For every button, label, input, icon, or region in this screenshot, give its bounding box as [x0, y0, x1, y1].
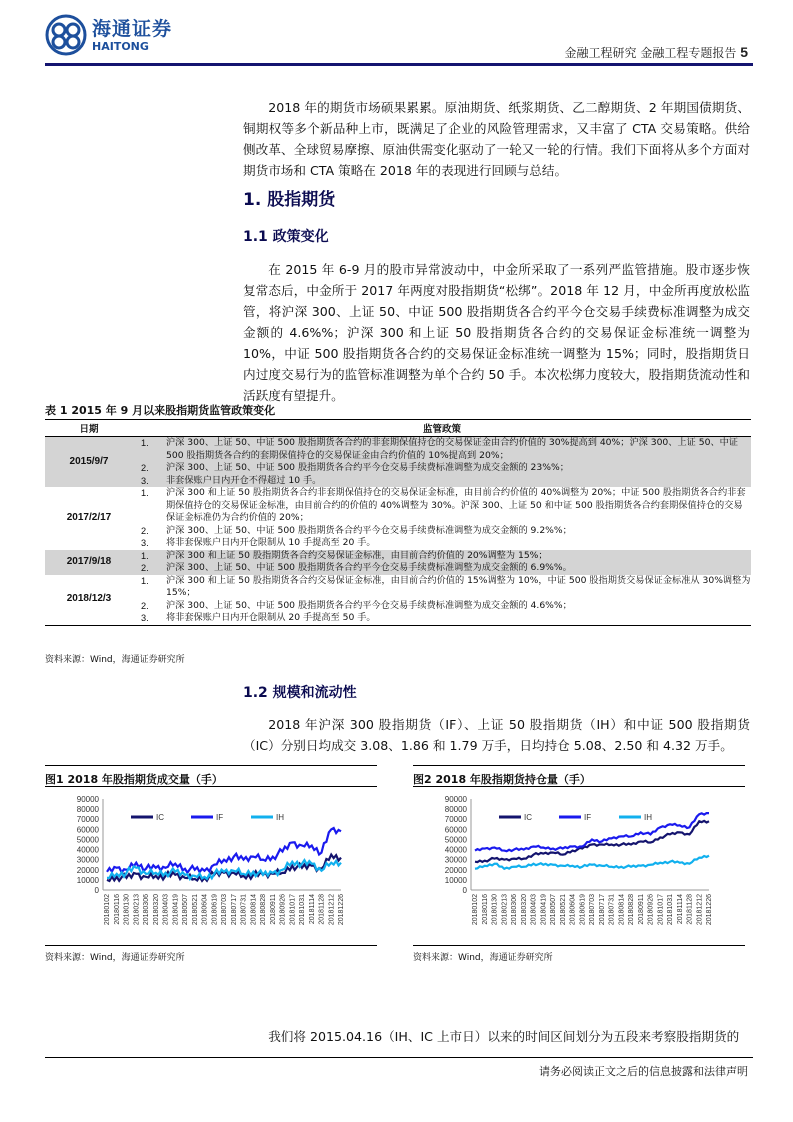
x-tick-label: 20180731 — [608, 894, 616, 926]
x-tick-label: 20180116 — [481, 894, 489, 925]
policy-item — [133, 462, 751, 475]
header-text: 金融工程研究 金融工程专题报告 — [564, 46, 737, 60]
item-number: 2. — [141, 463, 149, 473]
y-tick-label: 60000 — [444, 825, 467, 835]
figure-1-source: 资料来源：Wind，海通证券研究所 — [45, 945, 377, 963]
x-tick-label: 20181017 — [657, 894, 665, 926]
item-text: 非套保账户日内开仓不得超过 10 手。 — [166, 474, 322, 486]
x-tick-label: 20180604 — [569, 894, 577, 926]
x-tick-label: 20180911 — [269, 894, 277, 925]
item-text: 将非套保账户日内开仓限制从 10 手提高至 20 手。 — [166, 537, 376, 548]
x-tick-label: 20180130 — [491, 894, 499, 926]
x-tick-label: 20180703 — [589, 894, 596, 926]
table-title: 表 1 2015 年 9 月以来股指期货监管政策变化 — [45, 404, 276, 417]
figure-1 — [45, 765, 377, 963]
item-text: 沪深 300、上证 50、中证 500 股指期货各合约的非套期保值持仓的交易保证金由合约价值的 30%提高到 40%；沪深 300、上证 50、中证 500 股指期货各合约的套期保值持仓的交易保证金由合约价值的 10%提高到 20%； — [166, 437, 739, 461]
intro-paragraph: 2018 年的期货市场硕果累累。原油期货、纸浆期货、乙二醇期货、2 年期国债期货、铜期权等多个新品种上市，既满足了企业的风险管理需求，又丰富了 CTA 交易策略。供给侧改革、全球贸易摩擦、原油供需变化驱动了一轮又一轮的行情。我们下面将从多个方面对期货市场和 CTA 策略在 2018 年的表现进行回顾与总结。 — [243, 100, 750, 178]
item-text: 沪深 300、上证 50、中证 500 股指期货各合约平今仓交易手续费标准调整为成交金额的 23%%； — [166, 462, 569, 473]
x-tick-label: 20181226 — [706, 894, 713, 926]
y-tick-label: 80000 — [444, 805, 467, 815]
x-tick-label: 20180717 — [230, 894, 238, 926]
policy-item — [133, 612, 751, 625]
x-tick-label: 20180213 — [133, 894, 141, 926]
y-tick-label: 30000 — [76, 855, 99, 865]
x-tick-label: 20181017 — [289, 894, 297, 926]
x-tick-label: 20180703 — [221, 894, 228, 926]
y-tick-label: 20000 — [76, 865, 99, 875]
x-tick-label: 20181114 — [676, 894, 684, 925]
volume-chart — [45, 787, 377, 941]
table-row — [45, 487, 751, 550]
policy-item — [133, 600, 751, 613]
x-tick-label: 20181031 — [667, 894, 674, 926]
item-number: 2. — [141, 600, 149, 611]
item-number: 1. — [141, 575, 149, 586]
x-tick-label: 20180521 — [191, 894, 199, 926]
x-tick-label: 20180507 — [550, 894, 557, 926]
x-tick-label: 20180403 — [530, 894, 538, 926]
x-tick-label: 20180320 — [152, 894, 160, 926]
x-tick-label: 20180320 — [520, 894, 528, 926]
open-interest-chart — [413, 787, 745, 941]
figure-2-source: 资料来源：Wind，海通证券研究所 — [413, 945, 745, 963]
policy-item — [133, 562, 751, 575]
x-tick-label: 20181212 — [696, 894, 704, 926]
series-line-ic — [475, 821, 709, 862]
x-tick-label: 20180814 — [618, 894, 626, 926]
x-tick-label: 20180828 — [628, 894, 635, 926]
x-tick-label: 20180926 — [279, 894, 287, 926]
figure-1-title: 图1 2018 年股指期货成交量（手） — [45, 765, 377, 787]
item-text: 沪深 300 和上证 50 股指期货各合约交易保证金标准，由目前合约价值的 15%调整为 10%，中证 500 股指期货交易保证金标准从 30%调整为 15%； — [166, 574, 751, 598]
x-tick-label: 20180911 — [637, 894, 645, 925]
x-tick-label: 20180926 — [647, 894, 655, 926]
x-tick-label: 20181031 — [299, 894, 306, 926]
x-tick-label: 20181212 — [328, 894, 336, 926]
x-tick-label: 20180521 — [559, 894, 567, 926]
item-number: 1. — [141, 488, 149, 498]
row-date: 2017/9/18 — [45, 550, 133, 575]
policy-item — [133, 575, 751, 600]
y-tick-label: 40000 — [444, 845, 467, 855]
y-tick-label: 60000 — [76, 825, 99, 835]
x-tick-label: 20180102 — [104, 894, 111, 926]
policy-item — [133, 525, 751, 538]
row-policy — [133, 550, 751, 575]
item-number: 2. — [141, 525, 149, 536]
x-tick-label: 20180213 — [501, 894, 509, 926]
figure-2 — [413, 765, 745, 963]
policy-item — [133, 487, 751, 525]
item-number: 1. — [141, 550, 149, 561]
table-source: 资料来源：Wind，海通证券研究所 — [45, 655, 185, 665]
y-tick-label: 40000 — [76, 845, 99, 855]
item-text: 沪深 300 和上证 50 股指期货各合约非套期保值持仓的交易保证金标准，由目前合约价值的 40%调整为 20%；中证 500 股指期货各合约非套期保值持仓的交易保证金标准，由目前合约的价值的 40%调整为 30%。沪深 300、上证 50 和中证 500 股指期货各合约套期保值持仓的交易保证金标准仍为合约价值的 20%； — [166, 487, 746, 523]
item-number: 1. — [141, 438, 149, 448]
legend-label: IF — [216, 813, 224, 822]
item-text: 沪深 300 和上证 50 股指期货各合约交易保证金标准，由目前合约价值的 20%调整为 15%； — [166, 549, 548, 561]
liquidity-paragraph: 2018 年沪深 300 股指期货（IF）、上证 50 股指期货（IH）和中证 500 股指期货（IC）分别日均成交 3.08、1.86 和 1.79 万手，日均持仓 5.08、2.50 和 4.32 万手。 — [243, 717, 750, 753]
logo-chinese-name: 海通证券 — [92, 18, 173, 40]
policy-table — [45, 419, 751, 626]
policy-item — [133, 537, 751, 550]
y-tick-label: 70000 — [444, 815, 467, 825]
item-number: 3. — [141, 475, 149, 486]
table-row — [45, 550, 751, 575]
policy-item — [133, 550, 751, 563]
x-tick-label: 20180403 — [162, 894, 170, 926]
header-report-type — [565, 44, 748, 61]
x-tick-label: 20180507 — [182, 894, 189, 926]
x-tick-label: 20180814 — [250, 894, 258, 926]
closing-paragraph: 我们将 2015.04.16（IH、IC 上市日）以来的时间区间划分为五段来考察股指期货的 — [268, 1029, 740, 1044]
x-tick-label: 20180604 — [201, 894, 209, 926]
section-heading-1-1: 1.1 政策变化 — [243, 229, 329, 245]
item-text: 沪深 300、上证 50、中证 500 股指期货各合约平今仓交易手续费标准调整为成交金额的 4.6%%； — [166, 599, 572, 611]
item-text: 将非套保账户日内开仓限制从 20 手提高至 50 手。 — [166, 612, 376, 623]
y-tick-label: 50000 — [76, 835, 99, 845]
item-text: 沪深 300、上证 50、中证 500 股指期货各合约平今仓交易手续费标准调整为成交金额的 6.9%%。 — [166, 562, 572, 573]
x-tick-label: 20180116 — [113, 894, 121, 925]
x-tick-label: 20180419 — [172, 894, 180, 926]
item-number: 3. — [141, 613, 149, 623]
logo-english-name: HAITONG — [92, 40, 149, 53]
x-tick-label: 20180130 — [123, 894, 131, 926]
col-header-date: 日期 — [79, 424, 99, 435]
y-tick-label: 10000 — [444, 875, 467, 885]
legend-label: IC — [524, 813, 532, 822]
page-number: 5 — [740, 44, 748, 60]
col-header-policy: 监管政策 — [422, 424, 461, 435]
item-number: 2. — [141, 563, 149, 573]
legend-label: IH — [644, 813, 652, 822]
logo-emblem-icon — [45, 14, 87, 56]
y-tick-label: 90000 — [444, 795, 467, 804]
y-tick-label: 20000 — [444, 865, 467, 875]
x-tick-label: 20180731 — [240, 894, 248, 926]
y-tick-label: 80000 — [76, 805, 99, 815]
table-row — [45, 437, 751, 488]
legend-label: IC — [156, 813, 164, 822]
policy-paragraph: 在 2015 年 6-9 月的股市异常波动中，中金所采取了一系列严监管措施。股市逐步恢复常态后，中金所于 2017 年两度对股指期货“松绑”。2018 年 12 月，中金所再度放松监管，将沪深 300、上证 50、中证 500 股指期货各合约平今仓交易手续费标准调整为成交金额的 4.6%%；沪深 300 和上证 50 股指期货各合约的交易保证金标准统一调整为 10%，中证 500 股指期货各合约的交易保证金标准统一调整为 15%；同时，股指期货日内过度交易行为的监管标准调整为单个合约 50 手。本次松绑力度较大，股指期货流动性和活跃度有望提升。 — [243, 262, 750, 403]
x-tick-label: 20180306 — [143, 894, 150, 926]
y-tick-label: 10000 — [76, 875, 99, 885]
row-date: 2018/12/3 — [66, 593, 112, 605]
footer-divider — [45, 1057, 753, 1058]
table-row — [45, 575, 751, 626]
figure-2-title: 图2 2018 年股指期货持仓量（手） — [413, 765, 745, 787]
row-date: 2017/2/17 — [66, 512, 112, 523]
y-tick-label: 90000 — [76, 795, 99, 804]
y-tick-label: 70000 — [76, 815, 99, 825]
section-heading-1-2: 1.2 规模和流动性 — [243, 685, 357, 701]
series-line-ih — [475, 856, 709, 869]
legend-label: IH — [276, 813, 284, 822]
y-tick-label: 0 — [462, 886, 467, 895]
x-tick-label: 20181226 — [338, 894, 345, 926]
x-tick-label: 20180619 — [579, 894, 587, 926]
row-policy — [133, 487, 751, 550]
x-tick-label: 20180717 — [598, 894, 606, 926]
row-policy — [133, 437, 751, 488]
y-tick-label: 30000 — [444, 855, 467, 865]
x-tick-label: 20180619 — [211, 894, 219, 926]
header-divider — [45, 63, 753, 66]
item-text: 沪深 300、上证 50、中证 500 股指期货各合约平今仓交易手续费标准调整为成交金额的 9.2%%； — [166, 524, 572, 536]
x-tick-label: 20180102 — [472, 894, 479, 926]
y-tick-label: 0 — [94, 886, 99, 895]
x-tick-label: 20180306 — [511, 894, 518, 926]
x-tick-label: 20180828 — [260, 894, 267, 926]
item-number: 3. — [141, 538, 149, 548]
y-tick-label: 50000 — [444, 835, 467, 845]
x-tick-label: 20180419 — [540, 894, 548, 926]
row-date: 2015/9/7 — [45, 437, 133, 488]
policy-item — [133, 437, 751, 462]
x-tick-label: 20181128 — [318, 894, 326, 925]
policy-item — [133, 475, 751, 488]
x-tick-label: 20181114 — [308, 894, 316, 925]
section-heading-1: 1. 股指期货 — [243, 190, 336, 210]
legend-label: IF — [584, 813, 592, 822]
footer-disclaimer: 请务必阅读正文之后的信息披露和法律声明 — [539, 1065, 748, 1078]
x-tick-label: 20181128 — [686, 894, 694, 925]
row-policy — [133, 575, 751, 626]
